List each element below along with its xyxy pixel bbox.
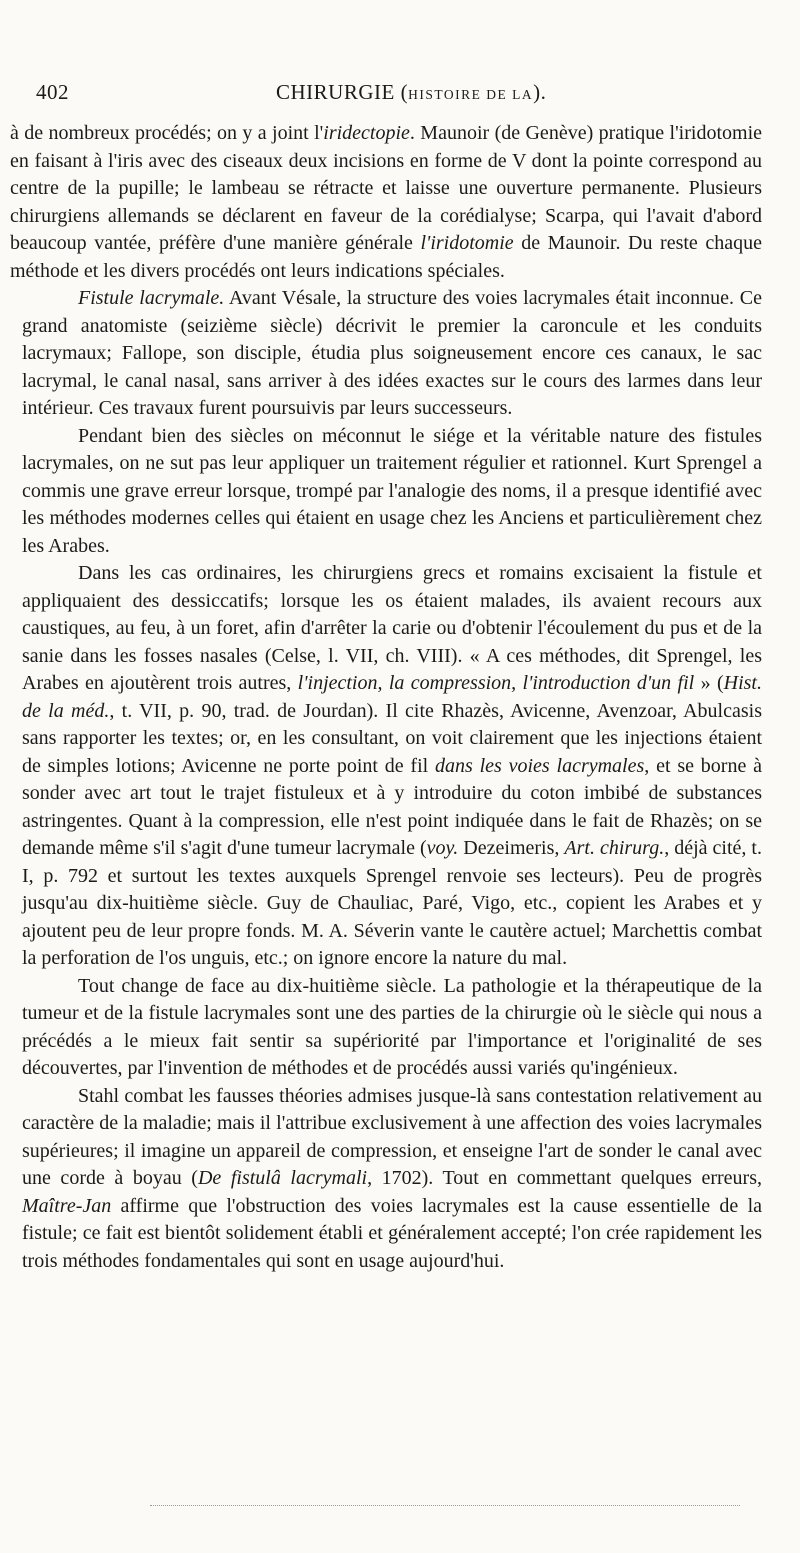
paragraph — [22, 1083, 762, 1276]
italic-segment: voy. — [426, 837, 459, 859]
paragraph — [22, 423, 762, 561]
text-segment: de Maunoir. Du reste chaque méthode et les divers procédés ont leurs indications spéciales. — [10, 232, 762, 282]
bottom-rule — [150, 1505, 740, 1506]
italic-segment: Maître-Jan — [22, 1194, 112, 1217]
page-number: 402 — [36, 80, 69, 104]
running-title-smallcaps: HISTOIRE DE LA — [408, 87, 534, 102]
paragraph — [10, 120, 762, 285]
text-segment: Dans les cas ordinaires, les chirurgiens grecs et romains excisaient la fistule et appliquaient des dessiccatifs; lorsque les os étaient malades, ils avaient recours aux caustiques, au feu, à un foret, afin d'arrêter la carie ou d'obtenir l'écoulement du pus et de la sanie dans les fosses nasales (Celse, l. VII, ch. VIII). « A ces méthodes, dit Sprengel, les Arabes en ajoutèrent trois autres, — [22, 562, 762, 694]
running-head — [36, 80, 762, 120]
italic-segment: l'injection, la compression, l'introduction d'un fil — [297, 672, 695, 694]
italic-segment: Art. chirurg. — [564, 837, 665, 859]
body-text — [10, 120, 763, 1275]
italic-segment: iridectopie — [323, 122, 410, 144]
text-segment: Dezeimeris, — [458, 837, 565, 859]
italic-segment: l'iridotomie — [420, 232, 514, 254]
text-segment: . Maunoir (de Genève) pratique l'iridotomie en faisant à l'iris avec des ciseaux deux incisions en forme de V dont la pointe correspond au centre de la pupille; le lambeau se rétracte et laisse une ouverture permanente. Plusieurs chirurgiens allemands se déclarent en faveur de la corédialyse; Scarpa, qui l'avait d'abord beaucoup vantée, préfère d'une manière générale — [10, 122, 763, 254]
text-segment: , et se borne à sonder avec art tout le trajet fistuleux et à y introduire du coton imbibé de substances astringentes. Quant à la compression, elle n'est point indiquée dans le fait de Rhazès; on se demande même s'il s'agit d'une tumeur lacrymale ( — [22, 754, 762, 859]
paragraph — [22, 285, 762, 423]
text-segment: Stahl combat les fausses théories admises jusque-là sans contestation relativement au caractère de la maladie; mais il l'attribue exclusivement à une affection des voies lacrymales supérieures; il imagine un appareil de compression, et enseigne l'art de sonder le canal avec une corde à boyau ( — [22, 1084, 762, 1189]
text-segment: Pendant bien des siècles on méconnut le siége et la véritable nature des fistules lacrymales, on ne sut pas leur appliquer un traitement régulier et rationnel. Kurt Sprengel a commis une grave erreur lorsque, trompé par l'analogie des noms, il a presque identifié avec les méthodes modernes celles qui étaient en usage chez les Anciens et particulièrement chez les Arabes. — [22, 424, 762, 557]
text-segment: affirme que l'obstruction des voies lacrymales est la cause essentielle de la fistule; ce fait est bientôt solidement établi et généralement accepté; l'on crée rapidement les trois méthodes fondamentales qui sont en usage aujourd'hui. — [22, 1194, 762, 1272]
running-title-main: CHIRURGIE ( — [276, 80, 409, 104]
text-segment: , t. VII, p. 90, trad. de Jourdan). Il cite Rhazès, Avicenne, Avenzoar, Abulcasis sans rapporter les textes; or, en les consultant, on voit clairement que les injections étaient de simples lotions; Avicenne ne porte point de fil — [22, 699, 762, 777]
text-segment: Tout change de face au dix-huitième siècle. La pathologie et la thérapeutique de la tumeur et de la fistule lacrymales sont une des parties de la chirurgie où le siècle qui nous a précédés a le mieux fait sentir sa supériorité par l'importance et l'originalité de ses découvertes, par l'invention de méthodes et de procédés aussi variés qu'ingénieux. — [22, 974, 762, 1079]
text-segment: Avant Vésale, la structure des voies lacrymales était inconnue. Ce grand anatomiste (seizième siècle) décrivit le premier la caroncule et les conduits lacrymaux; Fallope, son disciple, étudia plus soigneusement encore ces canaux, le sac lacrymal, le canal nasal, sans arriver à des idées exactes sur le cours des larmes dans leur intérieur. Ces travaux furent poursuivis par leurs successeurs. — [22, 287, 762, 419]
italic-segment: Fistule lacrymale. — [78, 287, 225, 309]
text-segment: » ( — [694, 672, 724, 694]
text-segment: , 1702). Tout en commettant quelques erreurs, — [367, 1167, 763, 1189]
running-title — [276, 80, 546, 105]
italic-segment: Hist. de la méd. — [22, 672, 762, 722]
paragraph — [22, 973, 762, 1083]
paragraph — [22, 560, 762, 973]
text-segment: , déjà cité, t. I, p. 792 et surtout les textes auxquels Sprengel renvoie ses lecteurs). Peu de progrès jusqu'au dix-huitième siècle. Guy de Chauliac, Paré, Vigo, etc., copient les Arabes et y ajoutent peu de leur propre fonds. M. A. Séverin vante le cautère actuel; Marchettis combat la perforation de l'os unguis, etc.; on ignore encore la nature du mal. — [22, 837, 762, 969]
text-segment: à de nombreux procédés; on y a joint l' — [10, 122, 324, 144]
running-title-close: ). — [533, 80, 547, 104]
italic-segment: dans les voies lacrymales — [435, 754, 645, 777]
italic-segment: De fistulâ lacrymali — [197, 1167, 368, 1189]
